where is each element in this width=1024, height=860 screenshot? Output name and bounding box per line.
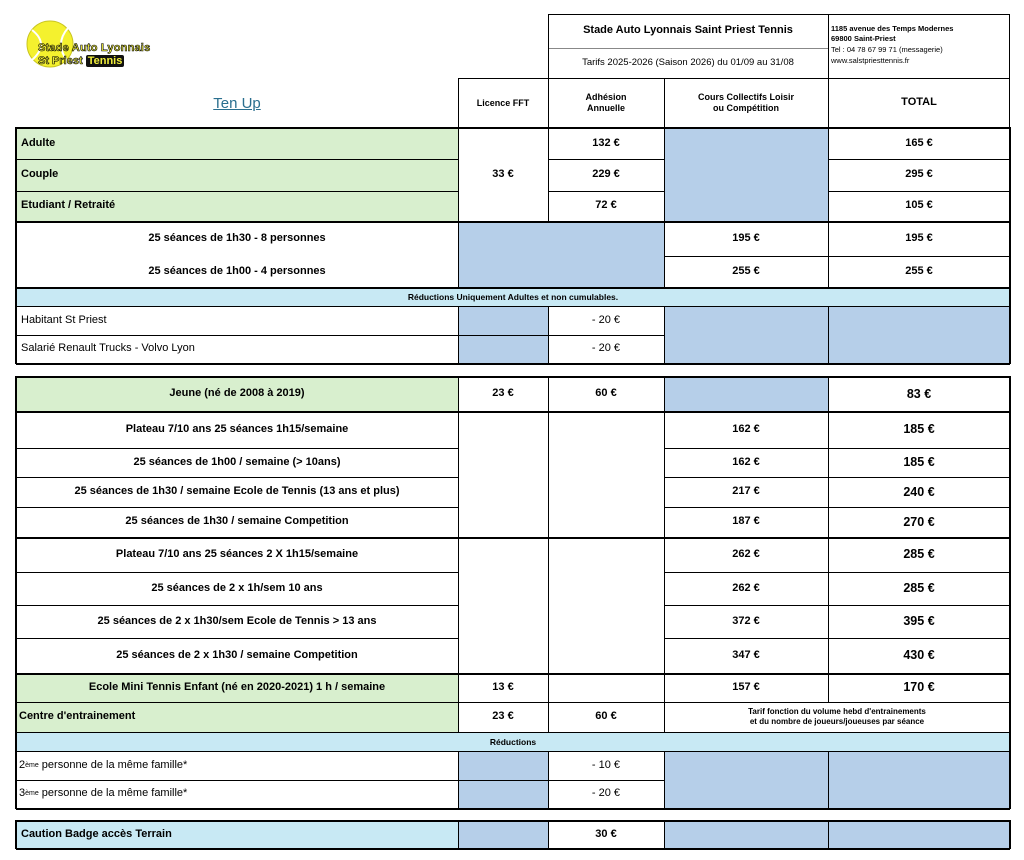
grid-line [828,127,829,288]
logo-text-stpriest: St Priest [38,55,83,67]
row-etudiant-label: Etudiant / Retraité [16,191,458,221]
grid-line [16,673,1010,675]
grid-line [548,14,1010,15]
youth-session-1-cours: 162 € [732,422,760,435]
youth-session-8-total: 430 € [903,648,935,662]
contact-address: 1185 avenue des Temps Modernes [831,24,954,33]
grid-line [664,306,665,364]
mini-tennis-total: 170 € [903,680,935,694]
grid-line [664,376,665,733]
grid-line [16,605,458,606]
youth-session-7-total: 395 € [903,614,935,628]
grid-line [664,448,1010,449]
caution-licence-empty [458,821,548,848]
logo-text-tennis: Tennis [87,55,123,67]
jeune-cours-empty [664,377,828,411]
adult-reductions-title: Réductions Uniquement Adultes et non cumulables. [16,288,1010,306]
grid-line [828,191,1010,192]
grid-line [16,477,458,478]
grid-line [1009,376,1011,809]
grid-line [548,191,664,192]
grid-line [16,191,458,192]
club-name: Stade Auto Lyonnais Saint Priest Tennis [583,24,793,37]
caution-adhesion: 30 € [595,827,617,840]
reduction-3eme-label [16,780,458,808]
mini-tennis-cours: 157 € [732,680,760,693]
grid-line [664,638,1010,639]
adult-sessions-empty [458,222,664,287]
grid-line [828,78,829,128]
grid-line [664,78,665,128]
adult-licence-fee: 33 € [492,167,514,180]
youth-session-3-cours: 217 € [732,485,760,498]
header-adhesion: Adhésion Annuelle [585,92,627,113]
youth-session-8-label: 25 séances de 2 x 1h30 / semaine Competition [116,648,358,661]
grid-line [458,376,459,733]
reduction-2eme-text: personne de la même famille* [38,759,188,772]
grid-line [1009,78,1010,128]
row-adulte-label: Adulte [16,128,458,159]
adult-session-2-cours: 255 € [732,264,760,277]
adult-session-2-label: 25 séances de 1h00 - 4 personnes [148,264,326,277]
jeune-adhesion: 60 € [595,387,617,400]
grid-line [16,702,1010,703]
grid-line [16,572,458,573]
tenup-link[interactable]: Ten Up [213,94,261,112]
youth-session-6-label: 25 séances de 2 x 1h/sem 10 ans [151,581,323,594]
caution-label: Caution Badge accès Terrain [16,821,458,848]
reduction-2eme-adhesion: - 10 € [591,759,621,772]
grid-line [664,127,665,288]
grid-line [548,159,664,160]
grid-line [458,306,459,364]
youth-session-5-label: Plateau 7/10 ans 25 séances 2 X 1h15/semaine [115,547,359,560]
club-logo [24,18,194,70]
reduction-salarie-label: Salarié Renault Trucks - Volvo Lyon [21,342,195,355]
reduction-2eme-sup: ème [25,761,39,769]
grid-line [548,48,828,49]
youth-session-4-total: 270 € [903,514,935,529]
youth-session-7-cours: 372 € [732,614,760,627]
youth-session-3-total: 240 € [903,484,935,499]
contact-phone: Tel : 04 78 67 99 71 (messagerie) [831,45,943,54]
grid-line [16,363,1010,365]
grid-line [664,820,665,849]
header-cours: Cours Collectifs Loisir ou Compétition [697,92,795,113]
couple-adhesion: 229 € [592,168,620,181]
grid-line [828,820,829,849]
centre-note-line2: et du nombre de joueurs/joueuses par séance [749,717,925,726]
grid-line [664,256,1010,257]
grid-line [15,376,17,809]
mini-tennis-licence: 13 € [492,680,514,693]
grid-line [1009,14,1010,79]
adult-session-2-total: 255 € [905,264,933,277]
reduction-3eme-text: personne de la même famille* [38,787,188,800]
etudiant-adhesion: 72 € [595,199,617,212]
tarifs-period: Tarifs 2025-2026 (Saison 2026) du 01/09 au 31/08 [582,57,794,69]
contact-city: 69800 Saint-Priest [831,34,896,43]
grid-line [458,751,459,809]
header-licence: Licence FFT [476,97,530,108]
centre-adhesion: 60 € [595,710,617,723]
grid-line [828,159,1010,160]
youth-reductions-title: Réductions [16,733,1010,751]
youth-session-1-total: 185 € [903,422,935,436]
grid-line [16,780,664,781]
row-mini-tennis-label: Ecole Mini Tennis Enfant (né en 2020-2021) 1 h / semaine [16,673,458,702]
grid-line [458,78,459,128]
centre-note-line1: Tarif fonction du volume hebd d'entrainements [748,707,926,717]
couple-total: 295 € [905,168,933,181]
grid-line [16,751,1010,752]
grid-line [458,820,459,849]
centre-note [664,702,1010,732]
grid-line [16,732,1010,733]
grid-line [458,78,1010,79]
reduction-habitant-adhesion: - 20 € [591,314,621,327]
youth-session-4-cours: 187 € [732,515,760,528]
grid-line [16,127,1010,129]
grid-line [548,78,549,128]
grid-line [16,507,458,508]
youth-session-4-label: 25 séances de 1h30 / semaine Competition [125,515,349,528]
grid-line [16,159,458,160]
row-couple-label: Couple [16,159,458,191]
grid-line [664,477,1010,478]
grid-line [16,376,1010,378]
grid-line [16,848,1010,850]
reduction-2eme-label [16,752,458,780]
adult-session-1-label: 25 séances de 1h30 - 8 personnes [148,232,326,245]
logo-text-line1: Stade Auto Lyonnais [38,42,151,54]
grid-line [828,306,829,364]
grid-line [664,572,1010,573]
grid-line [16,411,1010,413]
grid-line [16,638,458,639]
reduction-3eme-sup: ème [25,789,39,797]
grid-line [828,376,829,703]
youth-session-5-cours: 262 € [732,547,760,560]
grid-line [16,335,664,336]
adult-session-1-cours: 195 € [732,232,760,245]
contact-website[interactable]: www.salstpriesttennis.fr [831,56,910,65]
grid-line [664,605,1010,606]
grid-line [548,820,549,849]
adult-session-1-total: 195 € [905,232,933,245]
grid-line [1009,820,1011,849]
grid-line [16,448,458,449]
grid-line [16,820,1010,822]
grid-line [548,306,549,364]
row-jeune-label: Jeune (né de 2008 à 2019) [16,377,458,411]
reduction-habitant-label: Habitant St Priest [21,314,107,327]
youth-session-6-cours: 262 € [732,581,760,594]
grid-line [548,376,549,733]
reduction-3eme-adhesion: - 20 € [591,787,621,800]
reduction-3eme-num: 3 [19,787,26,800]
adult-cours-empty [664,128,828,221]
adulte-adhesion: 132 € [592,136,620,149]
youth-session-2-total: 185 € [903,455,935,469]
grid-line [16,221,1010,223]
youth-session-5-total: 285 € [903,547,935,561]
youth-session-2-label: 25 séances de 1h00 / semaine (> 10ans) [133,455,341,468]
reduction-salarie-adhesion: - 20 € [591,342,621,355]
grid-line [16,808,1010,810]
grid-line [16,537,1010,539]
youth-session-3-label: 25 séances de 1h30 / semaine Ecole de Tennis (13 ans et plus) [74,485,400,498]
youth-session-2-cours: 162 € [732,455,760,468]
etudiant-total: 105 € [905,199,933,212]
youth-session-1-label: Plateau 7/10 ans 25 séances 1h15/semaine [125,422,349,435]
grid-line [458,127,459,288]
grid-line [15,127,17,364]
grid-line [548,14,549,79]
youth-session-8-cours: 347 € [732,648,760,661]
grid-line [664,507,1010,508]
grid-line [828,751,829,809]
adulte-total: 165 € [905,136,933,149]
youth-reduction-right-empty [664,752,1010,808]
grid-line [16,306,1010,307]
adult-reduction-right-empty [664,307,1010,363]
caution-total-empty [828,821,1010,848]
jeune-licence: 23 € [492,387,514,400]
centre-licence: 23 € [492,710,514,723]
grid-line [16,287,1010,289]
grid-line [1009,127,1011,364]
grid-line [548,751,549,809]
grid-line [664,751,665,809]
logo-text-line2 [38,55,124,67]
reduction-2eme-num: 2 [19,759,26,772]
jeune-total: 83 € [906,386,932,401]
grid-line [828,14,829,79]
caution-cours-empty [664,821,828,848]
grid-line [548,127,549,222]
youth-session-6-total: 285 € [903,581,935,595]
row-centre-label: Centre d'entrainement [16,702,458,732]
header-total: TOTAL [901,96,937,109]
grid-line [15,820,17,849]
youth-session-7-label: 25 séances de 2 x 1h30/sem Ecole de Tennis > 13 ans [97,614,377,627]
